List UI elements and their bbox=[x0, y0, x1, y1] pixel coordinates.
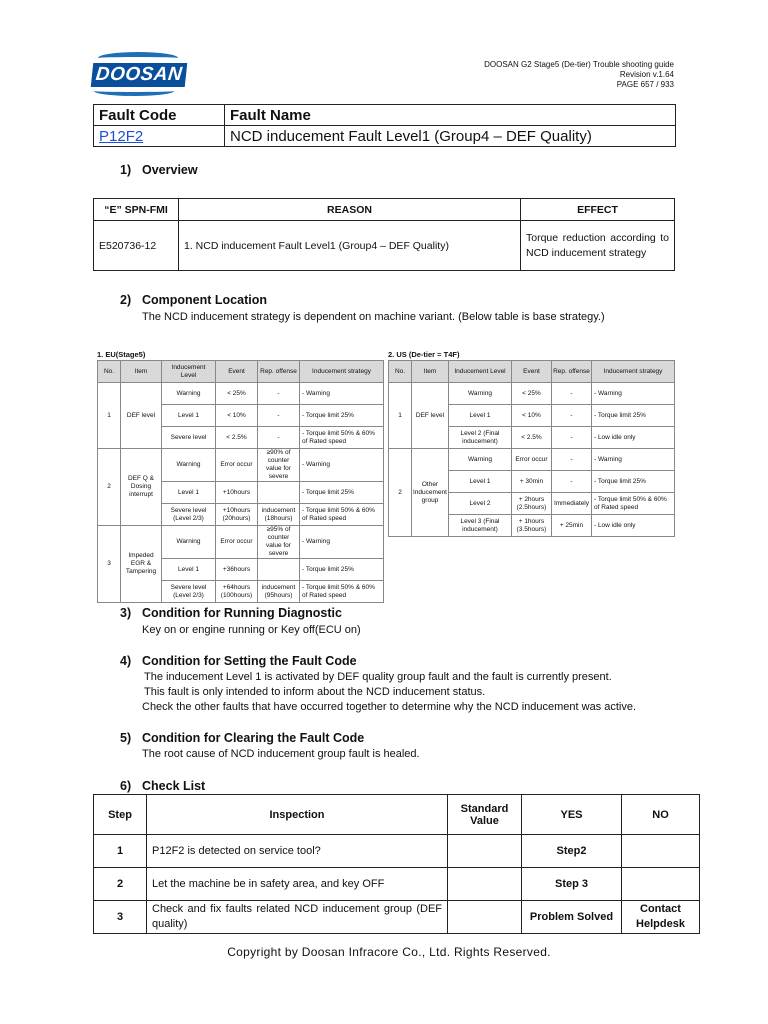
strategy-action: - Torque limit 25% bbox=[300, 405, 384, 427]
strategy-rep-offense: inducement (95hours) bbox=[258, 581, 300, 603]
strategy-row bbox=[389, 383, 675, 405]
strategy-level: Level 2 (Final inducement) bbox=[448, 427, 511, 449]
col-no: No. bbox=[389, 361, 412, 383]
fault-code-link[interactable]: P12F2 bbox=[99, 127, 144, 145]
no-action bbox=[622, 868, 700, 901]
standard-value bbox=[448, 835, 522, 868]
col-level: Inducement Level bbox=[448, 361, 511, 383]
standard-value-header: Standard Value bbox=[448, 795, 522, 835]
strategy-row bbox=[98, 526, 384, 559]
strategy-level: Warning bbox=[448, 383, 511, 405]
strategy-event: + 2hours (2.5hours) bbox=[511, 493, 551, 515]
col-no: No. bbox=[98, 361, 121, 383]
strategy-no: 2 bbox=[98, 449, 121, 526]
logo-wordmark: DOOSAN bbox=[91, 63, 188, 87]
strategy-event: < 2.5% bbox=[511, 427, 551, 449]
revision: Revision v.1.64 bbox=[619, 70, 674, 79]
section-number: 2) bbox=[120, 293, 132, 307]
strategy-rep-offense bbox=[258, 482, 300, 504]
spn-value: E520736-12 bbox=[94, 221, 179, 271]
strategy-level: Warning bbox=[162, 449, 216, 482]
col-strategy: Inducement strategy bbox=[300, 361, 384, 383]
strategy-rep-offense: - bbox=[551, 405, 591, 427]
section-number: 4) bbox=[120, 654, 132, 668]
strategy-rep-offense: - bbox=[551, 449, 591, 471]
strategy-action: - Torque limit 50% & 60% of Rated speed bbox=[591, 493, 674, 515]
inspection: Let the machine be in safety area, and key OFF bbox=[147, 868, 448, 901]
clearing-text: The root cause of NCD inducement group fault is healed. bbox=[142, 748, 420, 760]
fault-code-cell bbox=[94, 126, 225, 147]
strategy-event: < 10% bbox=[511, 405, 551, 427]
strategy-no: 1 bbox=[98, 383, 121, 449]
strategy-action: - Torque limit 25% bbox=[300, 559, 384, 581]
strategy-event: < 25% bbox=[216, 383, 258, 405]
strategy-event: < 2.5% bbox=[216, 427, 258, 449]
strategy-action: - Warning bbox=[300, 449, 384, 482]
col-strategy: Inducement strategy bbox=[591, 361, 674, 383]
section-title: Condition for Running Diagnostic bbox=[142, 606, 342, 620]
running-text: Key on or engine running or Key off(ECU on) bbox=[142, 624, 361, 636]
section-setting-fault bbox=[120, 654, 357, 668]
logo-swoosh-bottom bbox=[94, 86, 174, 96]
inspection-header: Inspection bbox=[147, 795, 448, 835]
fault-name-header: Fault Name bbox=[225, 105, 676, 126]
strategy-action: - Warning bbox=[300, 526, 384, 559]
col-item: Item bbox=[412, 361, 449, 383]
effect-value: Torque reduction according to NCD inducement strategy bbox=[521, 221, 675, 271]
strategy-rep-offense: - bbox=[258, 427, 300, 449]
strategy-level: Level 1 bbox=[448, 471, 511, 493]
col-item: Item bbox=[121, 361, 162, 383]
strategy-rep-offense: - bbox=[551, 471, 591, 493]
strategy-item: Impeded EGR & Tampering bbox=[121, 526, 162, 603]
inspection: Check and fix faults related NCD inducement group (DEF quality) bbox=[147, 901, 448, 934]
strategy-rep-offense: + 25min bbox=[551, 515, 591, 537]
page-header bbox=[484, 60, 674, 90]
strategy-event: < 25% bbox=[511, 383, 551, 405]
table-row bbox=[94, 835, 700, 868]
strategy-event: + 30min bbox=[511, 471, 551, 493]
table-row bbox=[94, 901, 700, 934]
strategy-no: 3 bbox=[98, 526, 121, 603]
step-header: Step bbox=[94, 795, 147, 835]
component-text: The NCD inducement strategy is dependent on machine variant. (Below table is base strategy.) bbox=[142, 311, 605, 323]
col-event: Event bbox=[216, 361, 258, 383]
no-header: NO bbox=[622, 795, 700, 835]
section-title: Overview bbox=[142, 163, 198, 177]
section-running-diagnostic bbox=[120, 606, 342, 620]
section-title: Condition for Setting the Fault Code bbox=[142, 654, 357, 668]
strategy-action: - Warning bbox=[300, 383, 384, 405]
strategy-row bbox=[389, 449, 675, 471]
strategy-rep-offense: ≥90% of counter value for severe bbox=[258, 449, 300, 482]
col-rep: Rep. offense bbox=[551, 361, 591, 383]
strategy-row bbox=[98, 449, 384, 482]
strategy-no: 2 bbox=[389, 449, 412, 537]
strategy-rep-offense: Immediately bbox=[551, 493, 591, 515]
section-clearing-fault bbox=[120, 731, 364, 745]
strategy-action: - Warning bbox=[591, 449, 674, 471]
guide-title: DOOSAN G2 Stage5 (De-tier) Trouble shooting guide bbox=[484, 60, 674, 69]
strategy-rep-offense bbox=[258, 559, 300, 581]
no-action: Contact Helpdesk bbox=[622, 901, 700, 934]
copyright-footer: Copyright by Doosan Infracore Co., Ltd. Rights Reserved. bbox=[227, 945, 551, 959]
strategy-rep-offense: - bbox=[258, 383, 300, 405]
strategy-level: Level 2 bbox=[448, 493, 511, 515]
strategy-item: Other Inducement group bbox=[412, 449, 449, 537]
section-number: 5) bbox=[120, 731, 132, 745]
fault-code-header: Fault Code bbox=[94, 105, 225, 126]
strategy-action: - Torque limit 50% & 60% of Rated speed bbox=[300, 581, 384, 603]
strategy-rep-offense: - bbox=[551, 427, 591, 449]
step-number: 2 bbox=[94, 868, 147, 901]
strategy-event: Error occur bbox=[216, 449, 258, 482]
strategy-rep-offense: - bbox=[258, 405, 300, 427]
us-strategy-label: 2. US (De-tier = T4F) bbox=[388, 350, 460, 359]
strategy-event: +36hours bbox=[216, 559, 258, 581]
strategy-action: - Torque limit 25% bbox=[300, 482, 384, 504]
section-number: 1) bbox=[120, 163, 132, 177]
overview-table bbox=[93, 198, 675, 271]
strategy-item: DEF level bbox=[412, 383, 449, 449]
fault-table bbox=[93, 104, 676, 147]
strategy-level: Level 1 bbox=[162, 482, 216, 504]
section-number: 6) bbox=[120, 779, 132, 793]
us-strategy-table bbox=[388, 360, 675, 537]
section-number: 3) bbox=[120, 606, 132, 620]
check-list-table bbox=[93, 794, 700, 934]
section-overview bbox=[120, 163, 198, 177]
yes-header: YES bbox=[522, 795, 622, 835]
strategy-event: +64hours (100hours) bbox=[216, 581, 258, 603]
strategy-action: - Warning bbox=[591, 383, 674, 405]
yes-action: Step 3 bbox=[522, 868, 622, 901]
strategy-rep-offense: - bbox=[551, 383, 591, 405]
strategy-level: Warning bbox=[162, 383, 216, 405]
eu-strategy-label: 1. EU(Stage5) bbox=[97, 350, 146, 359]
standard-value bbox=[448, 901, 522, 934]
fault-name: NCD inducement Fault Level1 (Group4 – DEF Quality) bbox=[225, 126, 676, 147]
col-rep: Rep. offense bbox=[258, 361, 300, 383]
step-number: 3 bbox=[94, 901, 147, 934]
strategy-action: - Torque limit 25% bbox=[591, 405, 674, 427]
strategy-event: < 10% bbox=[216, 405, 258, 427]
section-title: Component Location bbox=[142, 293, 267, 307]
strategy-action: - Torque limit 25% bbox=[591, 471, 674, 493]
setting-line-3: Check the other faults that have occurred together to determine why the NCD inducement was active. bbox=[142, 701, 637, 713]
table-row bbox=[94, 868, 700, 901]
step-number: 1 bbox=[94, 835, 147, 868]
reason-header: REASON bbox=[179, 199, 521, 221]
strategy-event: +10hours (20hours) bbox=[216, 504, 258, 526]
yes-action: Step2 bbox=[522, 835, 622, 868]
strategy-level: Level 1 bbox=[448, 405, 511, 427]
strategy-level: Severe level (Level 2/3) bbox=[162, 504, 216, 526]
strategy-action: - Torque limit 50% & 60% of Rated speed bbox=[300, 427, 384, 449]
strategy-level: Severe level (Level 2/3) bbox=[162, 581, 216, 603]
section-check-list bbox=[120, 779, 205, 793]
strategy-event: Error occur bbox=[216, 526, 258, 559]
strategy-item: DEF level bbox=[121, 383, 162, 449]
strategy-level: Warning bbox=[162, 526, 216, 559]
setting-line-2: This fault is only intended to inform about the NCD inducement status. bbox=[144, 686, 486, 698]
effect-header: EFFECT bbox=[521, 199, 675, 221]
strategy-event: Error occur bbox=[511, 449, 551, 471]
page-number: PAGE 657 / 933 bbox=[616, 80, 674, 89]
strategy-level: Warning bbox=[448, 449, 511, 471]
strategy-action: - Low idle only bbox=[591, 427, 674, 449]
strategy-row bbox=[98, 383, 384, 405]
col-level: Inducement Level bbox=[162, 361, 216, 383]
strategy-item: DEF Q & Dosing interrupt bbox=[121, 449, 162, 526]
eu-strategy-table bbox=[97, 360, 384, 603]
strategy-level: Severe level bbox=[162, 427, 216, 449]
no-action bbox=[622, 835, 700, 868]
doosan-logo bbox=[92, 52, 186, 94]
strategy-action: - Torque limit 50% & 60% of Rated speed bbox=[300, 504, 384, 526]
inspection: P12F2 is detected on service tool? bbox=[147, 835, 448, 868]
strategy-event: +10hours bbox=[216, 482, 258, 504]
strategy-event: + 1hours (3.5hours) bbox=[511, 515, 551, 537]
reason-value: 1. NCD inducement Fault Level1 (Group4 – DEF Quality) bbox=[179, 221, 521, 271]
strategy-level: Level 1 bbox=[162, 405, 216, 427]
strategy-level: Level 1 bbox=[162, 559, 216, 581]
section-title: Condition for Clearing the Fault Code bbox=[142, 731, 365, 745]
standard-value bbox=[448, 868, 522, 901]
setting-line-1: The inducement Level 1 is activated by DEF quality group fault and the fault is currently present. bbox=[144, 671, 612, 683]
spn-header: “E” SPN-FMI bbox=[94, 199, 179, 221]
yes-action: Problem Solved bbox=[522, 901, 622, 934]
strategy-rep-offense: inducement (18hours) bbox=[258, 504, 300, 526]
section-component-location bbox=[120, 293, 267, 307]
section-title: Check List bbox=[142, 779, 206, 793]
strategy-action: - Low idle only bbox=[591, 515, 674, 537]
strategy-no: 1 bbox=[389, 383, 412, 449]
col-event: Event bbox=[511, 361, 551, 383]
strategy-rep-offense: ≥95% of counter value for severe bbox=[258, 526, 300, 559]
strategy-level: Level 3 (Final inducement) bbox=[448, 515, 511, 537]
